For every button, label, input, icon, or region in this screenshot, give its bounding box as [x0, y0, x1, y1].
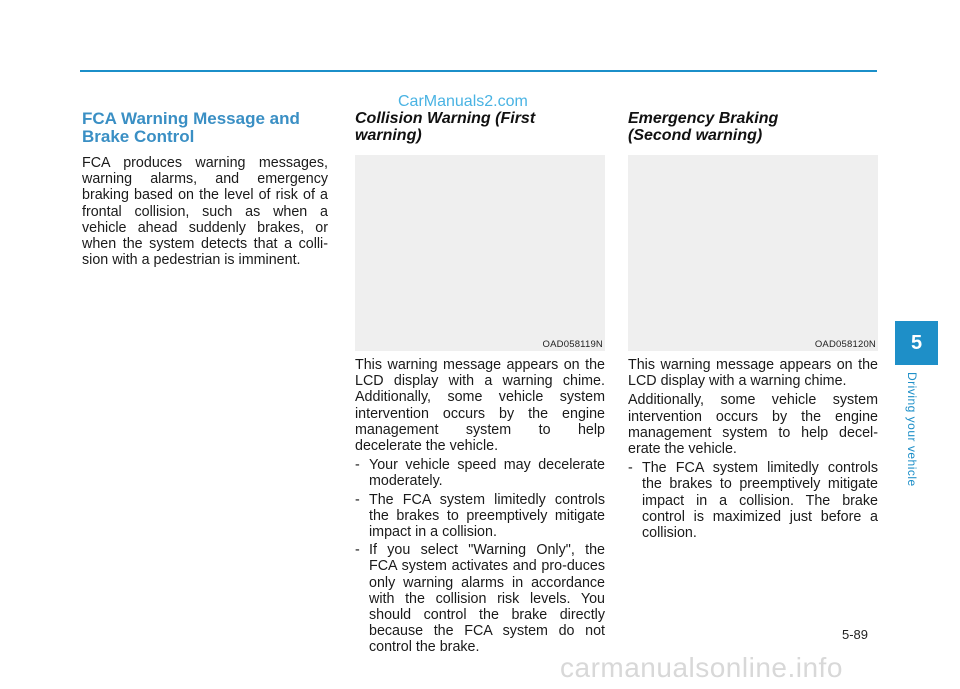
column-first-warning [355, 110, 605, 658]
first-warning-list [355, 457, 605, 655]
second-warning-paragraph-2: Additionally, some vehicle system intervention occurs by the engine management system to help decel-erate the vehicle. [628, 392, 878, 458]
list-item: - The FCA system limitedly controls the brakes to preemptively mitigate impact in a collision. [355, 491, 605, 541]
list-item: - Your vehicle speed may decelerate moderately. [355, 457, 605, 490]
second-warning-title [628, 110, 878, 144]
first-warning-title: Collision Warning (First warning) [355, 110, 536, 144]
first-warning-figure [355, 155, 605, 351]
figure-label: OAD058119N [542, 339, 603, 350]
page-number: 5-89 [842, 627, 869, 642]
first-warning-paragraph: This warning message appears on the LCD display with a warning chime. Additionally, some vehicle system intervention occurs by the engine management system to help decelerate the vehicle. [355, 357, 605, 455]
watermark-top: CarManuals2.com [398, 93, 528, 110]
chapter-title: Driving your vehicle [905, 372, 919, 487]
section-title: FCA Warning Message and Brake Control [82, 109, 300, 146]
title-line-2: (Second warning) [628, 127, 763, 144]
list-item: - The FCA system limitedly controls the brakes to preemptively mitigate impact in a collision. The brake control is maximized just before a collision. [628, 460, 878, 542]
second-warning-paragraph-1: This warning message appears on the LCD display with a warning chime. [628, 357, 878, 390]
column-fca-warning [82, 110, 328, 271]
second-warning-list [628, 460, 878, 541]
top-rule [80, 70, 877, 72]
list-item: - If you select "Warning Only", the FCA system activates and pro-duces only warning alarms in accordance with the collision risk levels. You should control the brake directly because the FCA system do not control the brake. [355, 542, 605, 656]
second-warning-figure [628, 155, 878, 351]
column-second-warning [628, 110, 878, 543]
figure-label: OAD058120N [814, 339, 876, 350]
chapter-number-tab: 5 [895, 321, 938, 365]
watermark-bottom: carmanualsonline.info [560, 652, 843, 683]
intro-paragraph: FCA produces warning messages, warning alarms, and emergency braking based on the level of risk of a frontal collision, such as when a vehicle ahead suddenly brakes, or when the system detects that a colli-sion with a pedestrian is imminent. [82, 155, 328, 269]
title-line-1: Emergency Braking [628, 110, 779, 127]
